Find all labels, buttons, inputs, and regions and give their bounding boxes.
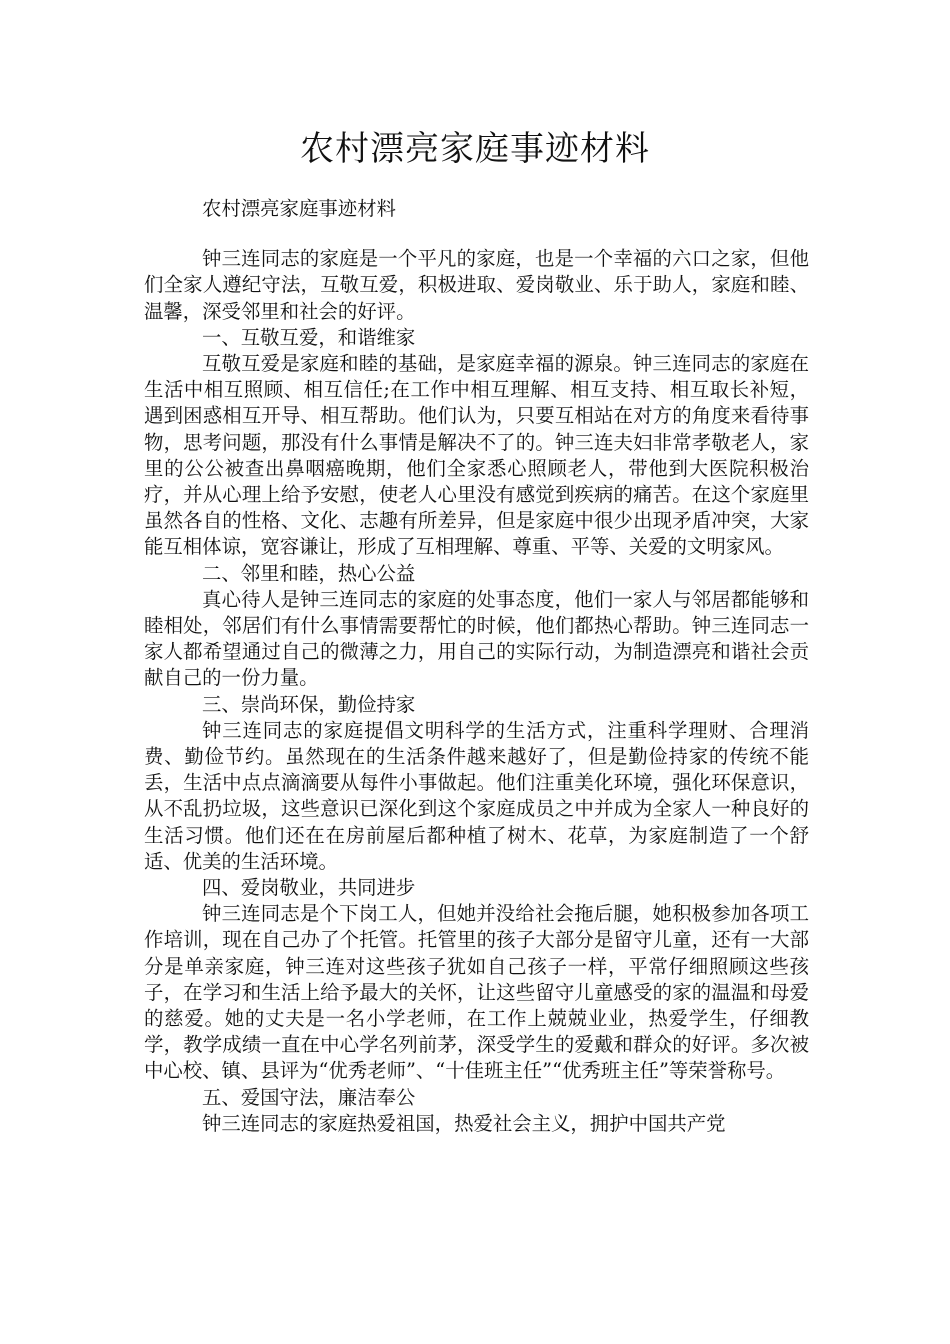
- section-paragraph: 钟三连同志的家庭热爱祖国，热爱社会主义，拥护中国共产党: [202, 1111, 726, 1135]
- section-paragraph: 钟三连同志是个下岗工人，但她并没给社会拖后腿，她积极参加各项工作培训，现在自己办了个托管。托管里的孩子大部分是留守儿童，还有一大部分是单亲家庭，钟三连对这些孩子犹如自己孩子一样，平常仔细照顾这些孩子，在学习和生活上给予最大的关怀，让这些留守儿童感受的家的温温和母爱的慈爱。她的丈夫是一名小学老师，在工作上兢兢业业，热爱学生，仔细教学，教学成绩一直在中心学名列前茅，深受学生的爱戴和群众的好评。多次被中心校、镇、县评为“优秀老师”、“十佳班主任”“优秀班主任”等荣誉称号。: [144, 902, 809, 1083]
- section-heading: 一、互敬互爱，和谐维家: [202, 325, 416, 349]
- section-paragraph: 互敬互爱是家庭和睦的基础，是家庭幸福的源泉。钟三连同志的家庭在生活中相互照顾、相互信任;在工作中相互理解、相互支持、相互取长补短，遇到困惑相互开导、相互帮助。他们认为，只要互相站在对方的角度来看待事物，思考问题，那没有什么事情是解决不了的。钟三连夫妇非常孝敬老人，家里的公公被查出鼻咽癌晚期，他们全家悉心照顾老人，带他到大医院积极治疗，并从心理上给予安慰，使老人心里没有感觉到疾病的痛苦。在这个家庭里虽然各自的性格、文化、志趣有所差异，但是家庭中很少出现矛盾冲突，大家能互相体谅，宽容谦让，形成了互相理解、尊重、平等、关爱的文明家风。: [144, 352, 809, 559]
- intro-paragraph: 钟三连同志的家庭是一个平凡的家庭，也是一个幸福的六口之家，但他们全家人遵纪守法，互敬互爱，积极进取、爱岗敬业、乐于助人，家庭和睦、温馨，深受邻里和社会的好评。: [144, 247, 809, 323]
- section-heading: 二、邻里和睦，热心公益: [202, 561, 416, 585]
- section-heading: 三、崇尚环保，勤俭持家: [202, 692, 416, 716]
- document-body: [144, 196, 809, 1137]
- section-heading: 五、爱国守法，廉洁奉公: [202, 1085, 416, 1109]
- blank-line: [144, 222, 809, 246]
- section-heading: 四、爱岗敬业，共同进步: [202, 876, 416, 900]
- document-subtitle: 农村漂亮家庭事迹材料: [202, 197, 396, 220]
- section-paragraph: 真心待人是钟三连同志的家庭的处事态度，他们一家人与邻居都能够和睦相处，邻居们有什么事情需要帮忙的时候，他们都热心帮助。钟三连同志一家人都希望通过自己的微薄之力，用自己的实际行动，为制造漂亮和谐社会贡献自己的一份力量。: [144, 587, 809, 690]
- section-paragraph: 钟三连同志的家庭提倡文明科学的生活方式，注重科学理财、合理消费、勤俭节约。虽然现在的生活条件越来越好了，但是勤俭持家的传统不能丢，生活中点点滴滴要从每件小事做起。他们注重美化环境，强化环保意识，从不乱扔垃圾，这些意识已深化到这个家庭成员之中并成为全家人一种良好的生活习惯。他们还在在房前屋后都种植了树木、花草，为家庭制造了一个舒适、优美的生活环境。: [144, 718, 809, 873]
- document-title: 农村漂亮家庭事迹材料: [300, 129, 650, 169]
